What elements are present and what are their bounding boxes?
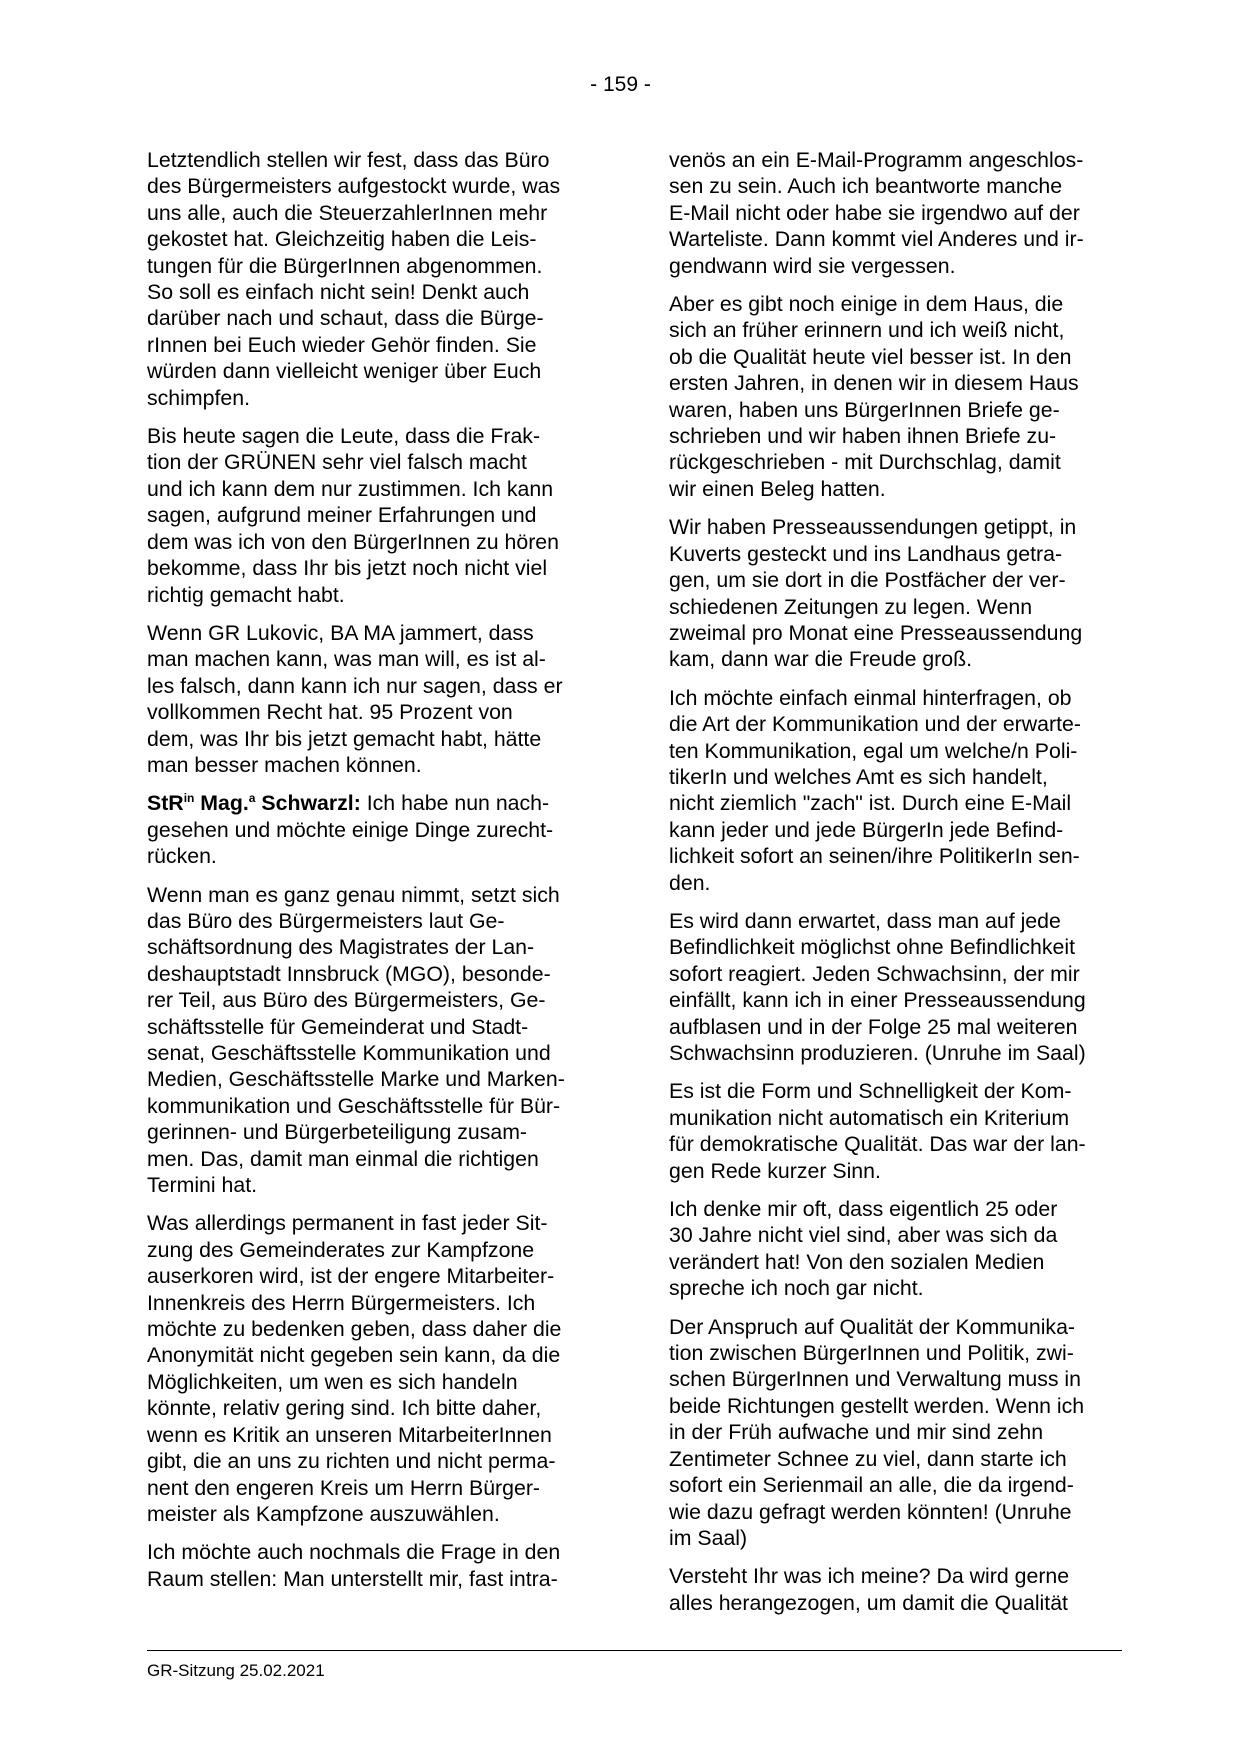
text-line: dem was ich von den BürgerInnen zu hören [147, 529, 559, 554]
text-line: Raum stellen: Man unterstellt mir, fast intra- [147, 1566, 558, 1591]
text-line: man machen kann, was man will, es ist al- [147, 647, 546, 672]
text-line: richtig gemacht habt. [147, 582, 345, 607]
text-line: Medien, Geschäftsstelle Marke und Marken- [147, 1067, 565, 1092]
paragraph [669, 1078, 1122, 1184]
paragraph [669, 1563, 1122, 1616]
text-line: gesehen und möchte einige Dinge zurecht- [147, 817, 554, 842]
text-line: Der Anspruch auf Qualität der Kommunika- [669, 1314, 1076, 1339]
text-line: verändert hat! Von den sozialen Medien [669, 1249, 1045, 1274]
text-line: spreche ich noch gar nicht. [669, 1276, 924, 1301]
text-line: ten Kommunikation, egal um welche/n Poli- [669, 738, 1078, 763]
paragraph [669, 147, 1122, 279]
text-line: tikerIn und welches Amt es sich handelt, [669, 764, 1048, 789]
text-line: kommunikation und Geschäftsstelle für Bür- [147, 1093, 561, 1118]
paragraph [147, 147, 598, 411]
text-line: Anonymität nicht gegeben sein kann, da die [147, 1343, 561, 1368]
text-line: gerinnen- und Bürgerbeteiligung zusam- [147, 1120, 528, 1145]
text-line: alles herangezogen, um damit die Qualität [669, 1590, 1068, 1615]
text-line: So soll es einfach nicht sein! Denkt auch [147, 280, 530, 305]
text-line: wir einen Beleg hatten. [669, 476, 886, 501]
text-line: Es wird dann erwartet, dass man auf jede [669, 908, 1061, 933]
text-line: Wenn man es ganz genau nimmt, setzt sich [147, 882, 560, 907]
text-line: waren, haben uns BürgerInnen Briefe ge- [669, 397, 1060, 422]
text-line: zung des Gemeinderates zur Kampfzone [147, 1237, 535, 1262]
paragraph [669, 291, 1122, 502]
text-line: Wir haben Presseaussendungen getippt, in [669, 515, 1077, 540]
text-line: schäftsstelle für Gemeinderat und Stadt- [147, 1014, 529, 1039]
text-line: vollkommen Recht hat. 95 Prozent von [147, 700, 513, 725]
text-line: Schwachsinn produzieren. (Unruhe im Saal) [669, 1041, 1086, 1065]
text-line: aufblasen und in der Folge 25 mal weiteren [669, 1014, 1078, 1039]
text-line: ob die Qualität heute viel besser ist. In den [669, 344, 1072, 369]
paragraph [147, 882, 598, 1199]
speaker-prefix-sup: in [183, 791, 195, 806]
text-line: sen zu sein. Auch ich beantworte manche [669, 174, 1063, 199]
text-line: möchte zu bedenken geben, dass daher die [147, 1317, 562, 1342]
text-line: Wenn GR Lukovic, BA MA jammert, dass [147, 620, 534, 645]
text-line: rInnen bei Euch wieder Gehör finden. Sie [147, 332, 537, 357]
text-line: schimpfen. [147, 385, 250, 410]
text-line: sofort ein Serienmail an alle, die da irgend- [669, 1473, 1074, 1498]
text-line: gibt, die an uns zu richten und nicht perma- [147, 1449, 556, 1474]
text-line: lichkeit sofort an seinen/ihre PolitikerIn sen- [669, 844, 1080, 869]
footer-divider [147, 1650, 1122, 1651]
text-line: Innenkreis des Herrn Bürgermeisters. Ich [147, 1290, 536, 1315]
speaker-paragraph [147, 790, 598, 869]
text-line: nent den engeren Kreis um Herrn Bürger- [147, 1475, 541, 1500]
text-line: gekostet hat. Gleichzeitig haben die Leis- [147, 227, 537, 252]
text-line: wie dazu gefragt werden könnten! (Unruhe [669, 1499, 1072, 1524]
text-line: einfällt, kann ich in einer Presseaussendung [669, 988, 1086, 1013]
speaker-name [147, 791, 361, 815]
text-line: rer Teil, aus Büro des Bürgermeisters, Ge- [147, 988, 546, 1013]
paragraph [669, 1196, 1122, 1302]
speaker-first-line: Ich habe nun nach- [360, 791, 550, 816]
text-line: Warteliste. Dann kommt viel Anderes und ir- [669, 227, 1084, 252]
paragraph [147, 423, 598, 608]
text-line: Es ist die Form und Schnelligkeit der Kom- [669, 1079, 1072, 1104]
footer-text: GR-Sitzung 25.02.2021 [147, 1661, 325, 1680]
right-column [669, 147, 1122, 1628]
text-line: auserkoren wird, ist der engere Mitarbeiter- [147, 1264, 555, 1289]
text-line: würden dann vielleicht weniger über Euch [147, 359, 542, 384]
text-line: Ich denke mir oft, dass eigentlich 25 oder [669, 1197, 1058, 1222]
text-line: gen, um sie dort in die Postfächer der ver- [669, 568, 1066, 593]
paragraph [669, 685, 1122, 896]
text-line: schen BürgerInnen und Verwaltung muss in [669, 1367, 1081, 1392]
text-line: ersten Jahren, in denen wir in diesem Haus [669, 371, 1079, 396]
text-line: senat, Geschäftsstelle Kommunikation und [147, 1041, 551, 1065]
text-line: sich an früher erinnern und ich weiß nicht, [669, 318, 1065, 343]
text-line: rücken. [147, 844, 217, 869]
left-column [147, 147, 598, 1604]
text-line: Versteht Ihr was ich meine? Da wird gerne [669, 1564, 1070, 1589]
text-line: gen Rede kurzer Sinn. [669, 1158, 881, 1183]
text-line: munikation nicht automatisch ein Kriterium [669, 1105, 1070, 1130]
text-line: Möglichkeiten, um wen es sich handeln [147, 1369, 518, 1394]
text-line: uns alle, auch die SteuerzahlerInnen mehr [147, 200, 548, 225]
text-line: schrieben und wir haben ihnen Briefe zu- [669, 424, 1057, 449]
page-number: - 159 - [590, 73, 651, 96]
text-line: darüber nach und schaut, dass die Bürge- [147, 306, 544, 331]
text-line: deshauptstadt Innsbruck (MGO), besonde- [147, 961, 551, 986]
text-line: zweimal pro Monat eine Presseaussendung [669, 620, 1083, 645]
text-line: sagen, aufgrund meiner Erfahrungen und [147, 503, 537, 528]
text-line: schiedenen Zeitungen zu legen. Wenn [669, 594, 1033, 619]
text-line: im Saal) [669, 1525, 748, 1550]
paragraph [669, 1314, 1122, 1552]
text-line: Ich möchte einfach einmal hinterfragen, ob [669, 685, 1072, 710]
text-line: tion der GRÜNEN sehr viel falsch macht [147, 450, 527, 475]
speaker-title-sup: a [248, 791, 256, 806]
paragraph [669, 908, 1122, 1066]
text-line: nicht ziemlich "zach" ist. Durch eine E-Mail [669, 791, 1072, 816]
text-line: bekomme, dass Ihr bis jetzt noch nicht viel [147, 556, 548, 581]
text-line: Termini hat. [147, 1173, 258, 1198]
paragraph [147, 1539, 598, 1592]
text-line: des Bürgermeisters aufgestockt wurde, was [147, 174, 561, 199]
text-line: wenn es Kritik an unseren MitarbeiterInnen [147, 1422, 552, 1447]
text-line: sofort reagiert. Jeden Schwachsinn, der mir [669, 961, 1080, 986]
speaker-continuation [147, 818, 553, 868]
text-line: Kuverts gesteckt und ins Landhaus getra- [669, 541, 1063, 566]
text-line: kam, dann war die Freude groß. [669, 647, 973, 672]
text-line: 30 Jahre nicht viel sind, aber was sich da [669, 1223, 1058, 1248]
text-line: venös an ein E-Mail-Programm angeschlos- [669, 148, 1084, 172]
speaker-title: Mag. [194, 791, 249, 816]
text-line: Ich möchte auch nochmals die Frage in den [147, 1540, 561, 1565]
text-line: beide Richtungen gestellt werden. Wenn ich [669, 1393, 1085, 1418]
paragraph [147, 620, 598, 778]
text-line: E-Mail nicht oder habe sie irgendwo auf der [669, 200, 1080, 225]
text-line: könnte, relativ gering sind. Ich bitte daher, [147, 1396, 542, 1421]
text-line: Zentimeter Schnee zu viel, dann starte ich [669, 1446, 1067, 1471]
text-line: Bis heute sagen die Leute, dass die Frak- [147, 424, 541, 449]
text-line: rückgeschrieben - mit Durchschlag, damit [669, 450, 1061, 475]
text-line: meister als Kampfzone auszuwählen. [147, 1501, 500, 1526]
text-line: das Büro des Bürgermeisters laut Ge- [147, 908, 505, 933]
paragraph [669, 514, 1122, 672]
text-line: die Art der Kommunikation und der erwarte- [669, 712, 1081, 737]
speaker-surname: Schwarzl: [255, 791, 361, 816]
text-line: schäftsordnung des Magistrates der Lan- [147, 935, 535, 960]
paragraph [147, 1210, 598, 1527]
text-line: dem, was Ihr bis jetzt gemacht habt, hätte [147, 726, 542, 751]
text-line: kann jeder und jede BürgerIn jede Befind- [669, 817, 1064, 842]
text-line: tion zwischen BürgerInnen und Politik, zwi- [669, 1341, 1074, 1366]
text-line: gendwann wird sie vergessen. [669, 253, 956, 278]
text-line: Befindlichkeit möglichst ohne Befindlichkeit [669, 935, 1076, 960]
text-line: Aber es gibt noch einige in dem Haus, die [669, 292, 1064, 317]
speaker-prefix: StR [147, 791, 184, 816]
text-line: Was allerdings permanent in fast jeder Sit- [147, 1211, 548, 1236]
text-line: les falsch, dann kann ich nur sagen, dass er [147, 673, 563, 698]
text-line: Letztendlich stellen wir fest, dass das Büro [147, 148, 550, 172]
text-line: man besser machen können. [147, 752, 422, 777]
text-line: für demokratische Qualität. Das war der lan- [669, 1132, 1086, 1157]
text-line: in der Früh aufwache und mir sind zehn [669, 1420, 1044, 1445]
text-line: und ich kann dem nur zustimmen. Ich kann [147, 476, 554, 501]
text-line: den. [669, 870, 711, 895]
text-line: men. Das, damit man einmal die richtigen [147, 1146, 539, 1171]
text-line: tungen für die BürgerInnen abgenommen. [147, 253, 543, 278]
